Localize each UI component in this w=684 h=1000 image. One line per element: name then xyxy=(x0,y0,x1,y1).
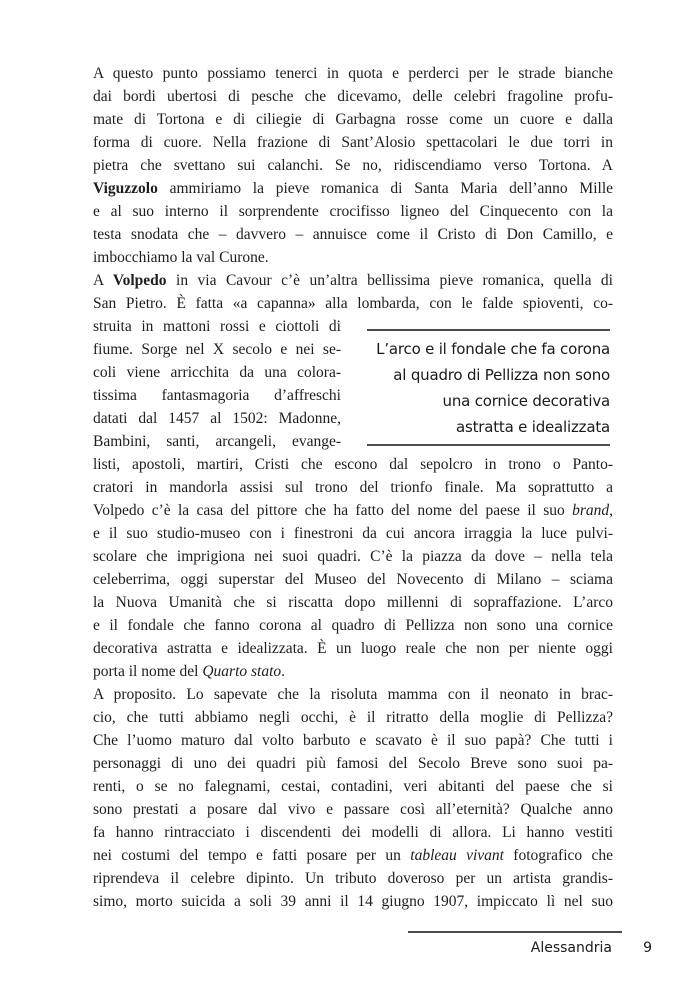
text-line: e il fondale che fanno corona al quadro di Pellizza non sono una cornice xyxy=(93,617,613,634)
text-line: sono prestati a posare dal vivo e passare così all’eternità? Qualche anno xyxy=(93,801,613,818)
text-line: listi, apostoli, martiri, Cristi che escono dal sepolcro in trono o Panto- xyxy=(93,456,613,473)
footer-section-label: Alessandria xyxy=(530,940,612,956)
text-line: cratori in mandorla assisi sul trono del trionfo finale. Ma soprattutto a xyxy=(93,479,613,496)
text-line: renti, o se no falegnami, cestai, contadini, veri abitanti del paese che si xyxy=(93,778,613,795)
text-line: e al suo interno il sorprendente crocifisso ligneo del Cinquecento con la xyxy=(93,203,613,220)
text-line: celeberrima, oggi superstar del Museo del Novecento di Milano – sciama xyxy=(93,571,613,588)
footer-rule xyxy=(408,931,622,933)
text-line: e il suo studio-museo con i finestroni da cui ancora irraggia la luce pulvi- xyxy=(93,525,613,542)
pull-quote-text xyxy=(348,331,610,444)
text-line: fa hanno rintracciato i discendenti dei modelli di allora. Li hanno vestiti xyxy=(93,824,613,841)
text-line: forma di cuore. Nella frazione di Sant’Alosio spettacolari le due torri in xyxy=(93,134,613,151)
text-line: nei costumi del tempo e fatti posare per un tableau vivant fotografico che xyxy=(93,847,613,864)
text-line: coli viene arricchita da una colora- xyxy=(93,364,341,381)
text-line: A Volpedo in via Cavour c’è un’altra bellissima pieve romanica, quella di xyxy=(93,272,613,289)
text-line: testa snodata che – davvero – annuisce come il Cristo di Don Camillo, e xyxy=(93,226,613,243)
text-line: fiume. Sorge nel X secolo e nei se- xyxy=(93,341,341,358)
text-line: San Pietro. È fatta «a capanna» alla lombarda, con le falde spioventi, co- xyxy=(93,295,613,312)
text-line: porta il nome del Quarto stato. xyxy=(93,663,286,680)
footer-page-number: 9 xyxy=(643,940,652,956)
text-line: Volpedo c’è la casa del pittore che ha fatto del nome del paese il suo brand, xyxy=(93,502,613,519)
text-line: struita in mattoni rossi e ciottoli di xyxy=(93,318,341,335)
text-line: imbocchiamo la val Curone. xyxy=(93,249,269,266)
pull-quote xyxy=(348,329,610,446)
text-line: Bambini, santi, arcangeli, evange- xyxy=(93,433,341,450)
text-line: riprendeva il celebre dipinto. Un tributo doveroso per un artista grandis- xyxy=(93,870,613,887)
pull-quote-line: L’arco e il fondale che fa corona xyxy=(376,340,610,358)
text-line: tissima fantasmagoria d’affreschi xyxy=(93,387,341,404)
text-line: A questo punto possiamo tenerci in quota e perderci per le strade bianche xyxy=(93,65,613,82)
pull-quote-line: astratta e idealizzata xyxy=(455,418,610,436)
pull-quote-line: al quadro di Pellizza non sono xyxy=(393,366,610,384)
text-line: la Nuova Umanità che si riscatta dopo millenni di sopraffazione. L’arco xyxy=(93,594,613,611)
text-line: scolare che imprigiona nei suoi quadri. C’è la piazza da dove – nella tela xyxy=(93,548,613,565)
text-line: personaggi di uno dei quadri più famosi del Secolo Breve sono suoi pa- xyxy=(93,755,613,772)
text-line: A proposito. Lo sapevate che la risoluta mamma con il neonato in brac- xyxy=(93,686,613,703)
text-line: Viguzzolo ammiriamo la pieve romanica di Santa Maria dell’anno Mille xyxy=(93,180,613,197)
body-text xyxy=(93,62,613,913)
text-line: mate di Tortona e di ciliegie di Garbagna rosse come un cuore e dalla xyxy=(93,111,613,128)
text-line: simo, morto suicida a soli 39 anni il 14 giugno 1907, impiccato lì nel suo xyxy=(93,893,613,910)
pull-quote-bottom-rule xyxy=(367,444,610,446)
text-line: cio, che tutti abbiamo negli occhi, è il ritratto della moglie di Pellizza? xyxy=(93,709,613,726)
text-line: Che l’uomo maturo dal volto barbuto e scavato è il suo papà? Che tutti i xyxy=(93,732,613,749)
pull-quote-line: una cornice decorativa xyxy=(442,392,610,410)
text-line: decorativa astratta e idealizzata. È un luogo reale che non per niente oggi xyxy=(93,640,613,657)
text-line: pietra che svettano sui calanchi. Se no, ridiscendiamo verso Tortona. A xyxy=(93,157,613,174)
text-line: datati dal 1457 al 1502: Madonne, xyxy=(93,410,341,427)
text-line: dai bordi ubertosi di pesche che dicevamo, delle celebri fragoline profu- xyxy=(93,88,613,105)
